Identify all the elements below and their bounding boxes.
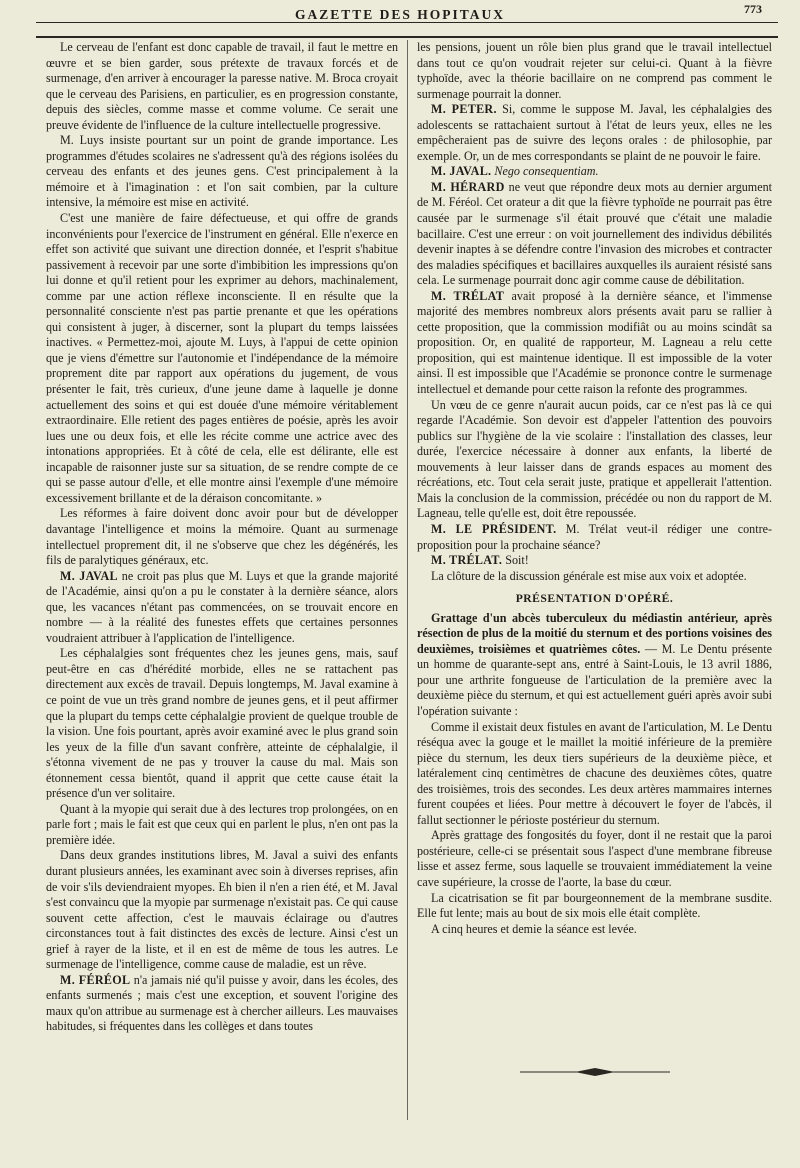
page-number: 773 [744,2,762,16]
paragraph-text: M. Luys insiste pourtant sur un point de grande importance. Les programmes d'études scolaires ne s'adressent qu'à des régions isolées du cerveau des enfants et des jeunes gens. C'est principalement à la mémoire et à l'imagination : et l'on sait combien, par la culture intensive, la mémoire est mise en activité. [46,133,398,210]
page-header [0,0,800,36]
paragraph-text: Soit! [502,553,529,568]
right-column [417,40,772,937]
paragraph-text: n'a jamais nié qu'il puisse y avoir, dans les écoles, des enfants surmenés ; mais c'est une exception, et souvent l'origine des maux qu'on attribue au surmenage est à chercher ailleurs. Les mauvaises habitudes, si fréquentes dans les collèges et dans toutes [46,972,399,1034]
paragraph-text: ne croit pas plus que M. Luys et que la grande majorité de l'Académie, ainsi qu'on a pu le constater à la dernière séance, alors que, les vacances n'étant pas commencées, on se trouvait encore en nombre — à la réalité des funestes effets que certaines personnes voudraient attribuer à l'application de l'intelligence. [46,568,398,645]
paragraph-text: les pensions, jouent un rôle bien plus grand que le travail intellectuel dans tout ce qu'on voudrait rejeter sur celui-ci. Quant à la fièvre typhoïde, avec la théorie bacillaire on ne comprend pas comment le surmenage pourrait la donner. [417,40,772,101]
paragraph [417,522,772,553]
paragraph-text: Dans deux grandes institutions libres, M. Javal a suivi des enfants durant plusieurs années, les examinant avec soin à diverses reprises, afin de voir s'ils deviendraient myopes. Eh bien il n'en a rien été, et M. Javal s'est convaincu que la myopie par surmenage n'existait pas. Ce qui cause souvent cette affection, c'est le mauvais éclairage ou d'autres circonstances tout à fait distinctes des excès de lecture. Ainsi c'est un grief à rayer de la liste, et il en est de même de tous les autres. Le surmenage de l'intelligence, comme cause de maladie, est un rêve. [46,848,398,972]
case-intro [417,611,772,720]
paragraph [417,569,772,585]
paragraph-text: avait proposé à la dernière séance, et l'immense majorité des membres nombreux alors présents avait paru se rallier à cette proposition, que la commission modifiât ou au moins scindât sa proposition. Or, en qualité de rapporteur, M. Lagneau a relu cette proposition, qui est maintenue identique. Il est impossible de la voter ainsi. Il est impossible que l'Académie se prononce contre le surmenage intellectuel et demande pour cette raison la refonte des programmes. [417,288,772,397]
paragraph-text: Les réformes à faire doivent donc avoir pour but de développer davantage l'intelligence et moins la mémoire. Quant au surmenage intellectuel proprement dit, il ne s'observe que chez les dégénérés, les fils de paralytiques généraux, etc. [46,506,398,568]
paragraph [46,133,398,211]
paragraph [46,802,398,849]
paragraph-text: Le cerveau de l'enfant est donc capable de travail, il faut le mettre en œuvre et se bien garder, sous prétexte de travaux forcés et de surmenage, d'en arriver à encourager la paresse native. M. Broca croyait que le cerveau des Parisiens, en particulier, es en progression constante, depuis des siècles, comme masse et comme volume. Ce serait une preuve évidente de l'influence de la culture intellectuelle progressive. [46,40,398,132]
paragraph [417,164,772,180]
italic-quote: Nego consequentiam. [494,164,599,179]
paragraph [46,211,398,506]
paragraph [46,40,398,133]
speaker-name: M. JAVAL [60,568,118,583]
section-heading: PRÉSENTATION D'OPÉRÉ. [515,592,674,606]
paragraph [417,40,772,102]
speaker-name: M. PETER. [431,102,497,117]
case-title: Grattage d'un abcès tuberculeux du médiastin antérieur, après résection de plus de la moitié du sternum et des portions voisines des deuxièmes, troisièmes et quatrièmes côtes. [417,610,772,656]
paragraph-text: — M. Le Dentu présente un homme de quarante-sept ans, entré à Saint-Louis, le 13 avril 1886, pour une arthrite fongueuse de l'articulation de la première avec la deuxième pièce du sternum, et qui est actuellement guéri après avoir subi l'opération suivante : [417,641,773,718]
paragraph-text: C'est une manière de faire défectueuse, et qui offre de grands inconvénients pour l'exercice de l'instrument en général. Elle n'exerce en effet son activité que suivant une direction donnée, et l'esprit s'habitue passivement à recevoir par une sorte d'imbibition les impressions qu'on lui donne et qu'il retient pour les exprimer au dehors, machinalement, comme par une action réflexe inconsciente. Il en résulte que la personnalité consciente n'est pas partie prenante et que les opérations qui consistent à juger, à discerner, sont la plupart du temps laissées inactives. « Permettez-moi, ajoute M. Luys, à l'appui de cette opinion que je viens d'émettre sur l'autonomie et l'indépendance de la mémoire proprement dite par rapport aux opérations du jugement, de vous présenter le fait, très curieux, d'une jeune dame à laquelle je donne actuellement des soins et qui est douée d'une mémoire véritablement extraordinaire. Elle retient des pages entières de poésie, après les avoir lues une ou deux fois, et elle les récite comme une actrice avec des intonations appropriées. Et à côté de cela, elle est délirante, elle est incapable de raisonner juste sur sa situation, de se rendre compte de ce qui se passe autour d'elle, et elle montre ainsi l'exemple d'une mémoire excessivement brillante et de la déraison concomitante. » [46,211,398,505]
column-divider [407,40,408,1120]
speaker-name: M. JAVAL. [431,164,492,179]
paragraph: A cinq heures et demie la séance est levée. [431,921,637,936]
paragraph [417,398,772,522]
paragraph: Comme il existait deux fistules en avant de l'articulation, M. Le Dentu réséqua avec la gouge et le maillet la moitié inférieure de la première pièce du sternum, les deux tiers supérieurs de la deuxième pièce, et latéralement cinq centimètres de chacune des deuxièmes côtes, quatre des troisièmes, trois des secondes. Les deux artères mammaires internes furent coupées et liées. Pour mettre à découvert le foyer de l'abcès, il fallut sectionner le périoste postérieur du sternum. [417,719,772,827]
speaker-name: M. HÉRARD [431,179,505,194]
paragraph [46,569,398,647]
paragraph [46,848,398,972]
speaker-name: M. TRÉLAT. [431,553,503,568]
paragraph [417,102,772,164]
speaker-name: M. FÉRÉOL [60,972,131,987]
paragraph-text: Si, comme le suppose M. Javal, les céphalalgies des adolescents se rattachaient surtout à l'état de leurs yeux, elles ne les empêcheraient pas de suivre des leçons orales : de philosophie, par exemple. Or, un de mes correspondants se plaint de ne pouvoir le faire. [417,102,772,163]
paragraph [46,506,398,568]
journal-title: GAZETTE DES HOPITAUX [294,7,506,22]
paragraph [46,973,398,1035]
paragraph [417,553,772,569]
paragraph-text: ne veut que répondre deux mots au dernier argument de M. Féréol. Cet orateur a dit que la fièvre typhoïde ne pourrait pas être causée par le surmenage s'il était prouvé que c'était une maladie bacillaire. C'est une erreur : on voit journellement des individus débilités devenir inaptes à se défendre contre l'invasion des microbes et contracter des maladies spécifiques et bacillaires auxquelles ils auraient résisté sans cela. Le surmenage pourrait donc agir comme cause de débilitation. [417,179,772,288]
speaker-name: M. LE PRÉSIDENT. [431,521,557,536]
end-ornament [520,1067,670,1077]
paragraph-text: Les céphalalgies sont fréquentes chez les jeunes gens, mais, sauf peut-être en cas d'hérédité morbide, elles ne se rattachent pas directement aux excès de travail. Depuis longtemps, M. Javal examine à ce point de vue un très grand nombre de jeunes gens, et il peut affirmer que la plupart du temps cette céphalalgie provient de quelque trouble de la vision. Une fois pourtant, après avoir examiné avec le plus grand soin les yeux de la fille d'un savant confrère, atteinte de céphalalgie, il s'étonna vivement de ne pas y trouver la cause du mal. Mais son étonnement cessa bientôt, quand il apprit que cette cause était la présence d'un ver solitaire. [46,646,398,801]
paragraph [417,180,772,289]
left-column [46,40,398,1035]
paragraph-text: Quant à la myopie qui serait due à des lectures trop prolongées, on en parle fort ; mais le fait est que ceux qui en parlent le plus, n'en ont pas la première idée. [46,801,398,847]
paragraph: Après grattage des fongosités du foyer, dont il ne restait que la paroi postérieure, celle-ci se présentait sous l'aspect d'une membrane fibreuse lisse et assez ferme, sous laquelle se trouvaient immédiatement la veine cave supérieure, la crosse de l'aorte, la base du cœur. [417,828,772,889]
header-rule [36,22,778,23]
speaker-name: M. TRÉLAT [431,288,505,303]
header-double-rule [36,36,778,38]
paragraph-text: La clôture de la discussion générale est mise aux voix et adoptée. [431,568,747,583]
paragraph [46,646,398,801]
paragraph: La cicatrisation se fit par bourgeonnement de la membrane susdite. Elle fut lente; mais au bout de six mois elle était complète. [417,890,772,921]
paragraph-text: Un vœu de ce genre n'aurait aucun poids, car ce n'est pas là ce qui regarde l'Académie. Son devoir est d'appeler l'attention des pouvoirs publics sur l'hygiène de la vie scolaire : l'installation des classes, leur durée, l'exercice nécessaire à donner aux enfants, la liberté de mouvements à leur laisser dans de grands espaces au moment des récréations, etc. Tout cela serait juste, pratique et appellerait l'attention. Mais la conclusion de la commission, précédée ou non du rapport de M. Lagneau, telle qu'elle est, doit être repoussée. [417,397,772,521]
paragraph [417,289,772,398]
paragraph-text: M. Trélat veut-il rédiger une contre-proposition pour la prochaine séance? [417,521,772,552]
